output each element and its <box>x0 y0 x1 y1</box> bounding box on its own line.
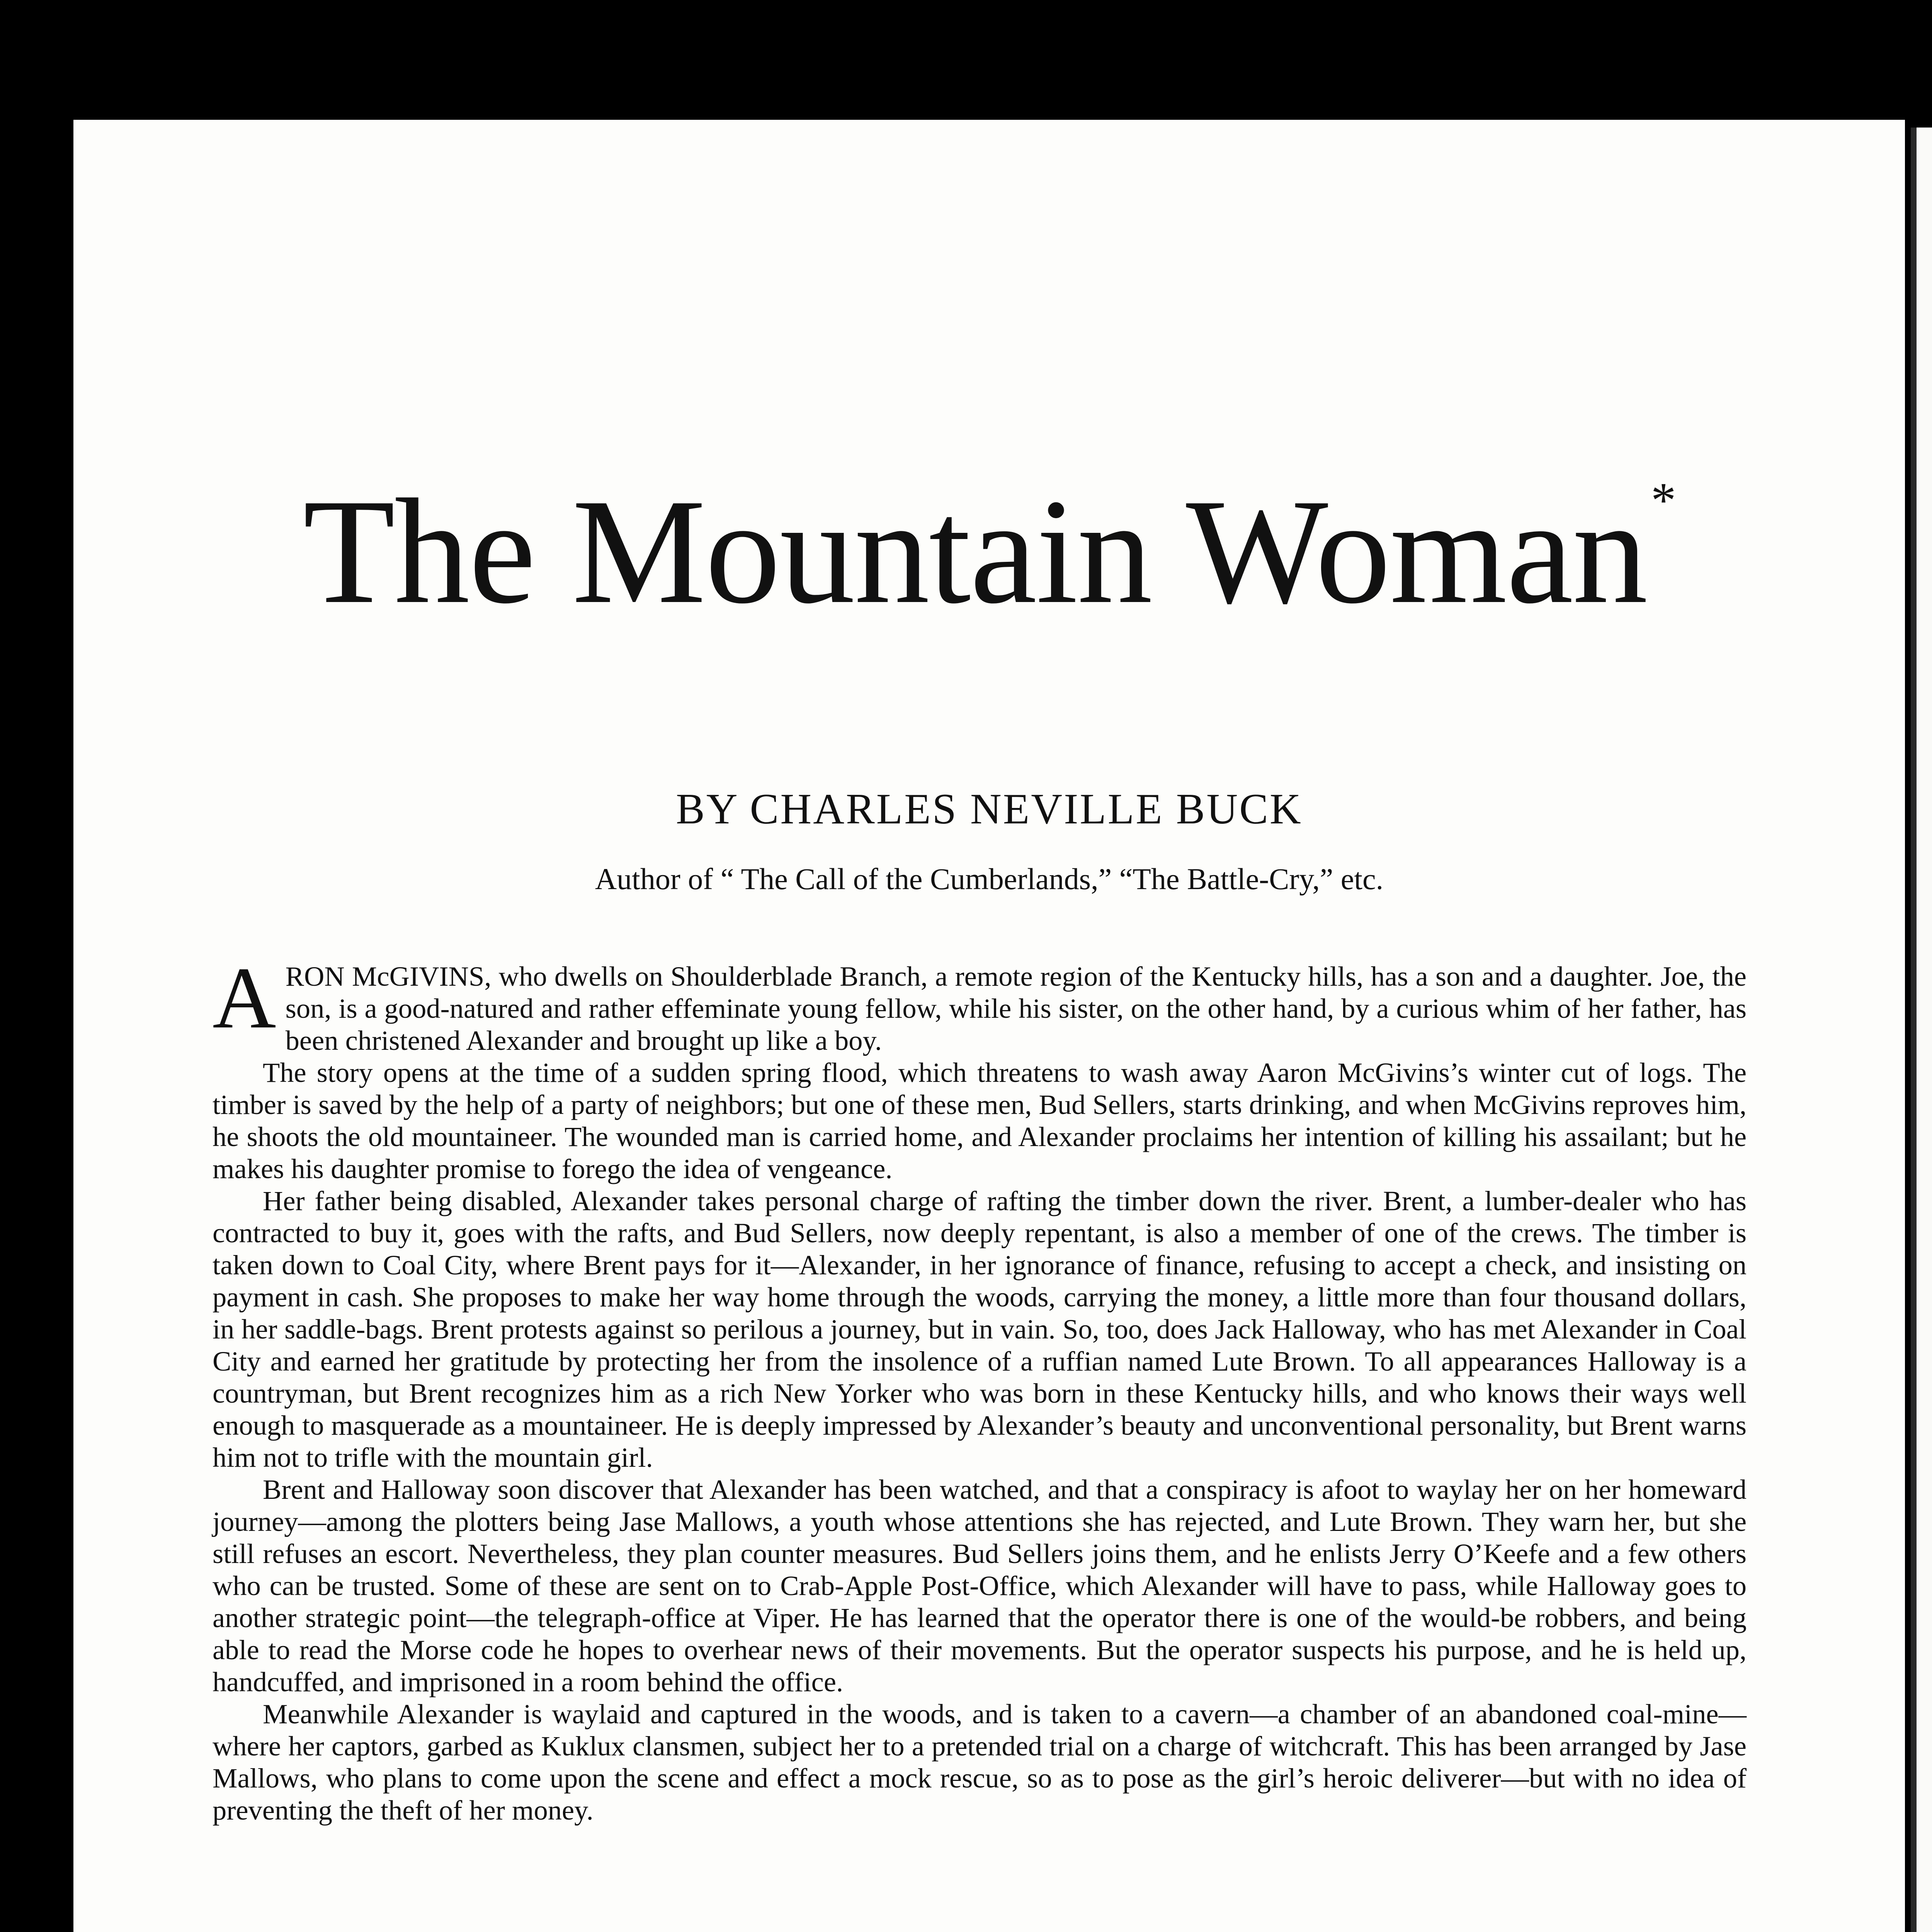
article-title: The Mountain Woman* <box>303 468 1675 635</box>
facing-page-edge <box>1917 128 1932 1932</box>
synopsis-paragraph: Meanwhile Alexander is waylaid and captured in the woods, and is taken to a cavern—a chamber of an abandoned coal-mine—where her captors, garbed as Kuklux clansmen, subject her to a pretended trial on a charge of witchcraft. This has been arranged by Jase Mallows, who plans to come upon the scene and effect a mock rescue, so as to pose as the girl’s heroic deliverer—but with no idea of preventing the theft of her money. <box>213 1698 1747 1826</box>
synopsis-paragraph: Brent and Halloway soon discover that Alexander has been watched, and that a conspiracy is afoot to waylay her on her homeward journey—among the plotters being Jase Mallows, a youth whose attentions she has rejected, and Lute Brown. They warn her, but she still refuses an escort. Nevertheless, they plan counter measures. Bud Sellers joins them, and he enlists Jerry O’Keefe and a few others who can be trusted. Some of these are sent on to Crab-Apple Post-Office, which Alexander will have to pass, while Halloway goes to another strategic point—the telegraph-office at Viper. He has learned that the operator there is one of the would-be robbers, and being able to read the Morse code he hopes to overhear news of their movements. But the operator suspects his purpose, and he is held up, handcuffed, and imprisoned in a room behind the office. <box>213 1474 1747 1697</box>
title-footnote-mark: * <box>1651 473 1675 528</box>
synopsis-paragraph: Her father being disabled, Alexander takes personal charge of rafting the timber down the river. Brent, a lumber-dealer who has contracted to buy it, goes with the rafts, and Bud Sellers, now deeply repentant, is also a member of one of the crews. The timber is taken down to Coal City, where Brent pays for it—Alexander, in her ignorance of finance, refusing to accept a check, and insisting on payment in cash. She proposes to make her way home through the woods, carrying the money, a little more than four thousand dollars, in her saddle-bags. Brent protests against so perilous a journey, but in vain. So, too, does Jack Halloway, who has met Alexander in Coal City and earned her gratitude by protecting her from the insolence of a ruffian named Lute Brown. To all appearances Halloway is a countryman, but Brent recognizes him as a rich New Yorker who was born in these Kentucky hills, and who knows their ways well enough to masquerade as a mountaineer. He is deeply impressed by Alexander’s beauty and unconventional personality, but Brent warns him not to trifle with the mountain girl. <box>213 1185 1747 1473</box>
byline: BY CHARLES NEVILLE BUCK <box>676 785 1303 833</box>
synopsis <box>213 949 1747 1826</box>
synopsis-paragraph: The story opens at the time of a sudden spring flood, which threatens to wash away Aaron McGivins’s winter cut of logs. The timber is saved by the help of a party of neighbors; but one of these men, Bud Sellers, starts drinking, and when McGivins reproves him, he shoots the old mountaineer. The wounded man is carried home, and Alexander proclaims her intention of killing his assailant; but he makes his daughter promise to forego the idea of vengeance. <box>213 1057 1747 1184</box>
synopsis-paragraph: ARON McGIVINS, who dwells on Shoulderblade Branch, a remote region of the Kentucky hills, has a son and a daughter. Joe, the son, is a good-natured and rather effeminate young fellow, while his sister, on the other hand, by a curious whim of her father, has been christened Alexander and brought up like a boy. <box>213 949 1747 1056</box>
synopsis-dropcap: A <box>213 949 276 1047</box>
author-credits: Author of “ The Call of the Cumberlands,” “The Battle-Cry,” etc. <box>595 862 1384 896</box>
magazine-page <box>73 120 1905 1932</box>
